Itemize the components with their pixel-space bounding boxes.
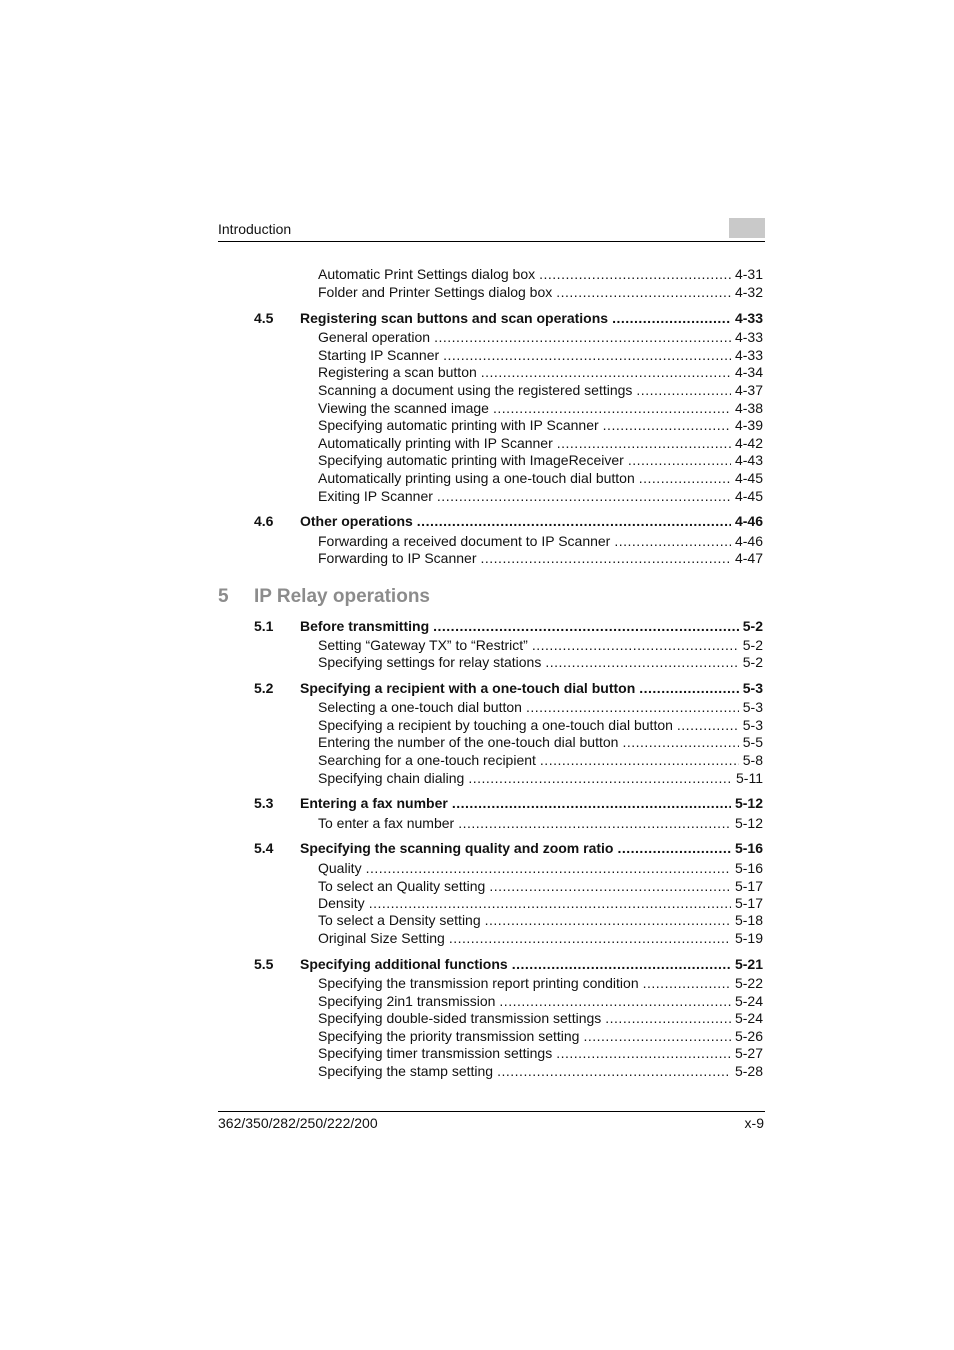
toc-dot-leader [583,1028,731,1045]
toc-dot-leader [369,895,731,912]
toc-entry-title: Selecting a one-touch dial button [318,699,522,715]
toc-entry-title: Specifying the priority transmission setting [318,1028,580,1044]
toc-entry-title: Specifying double-sided transmission settings [318,1010,602,1026]
toc-dot-leader [677,717,739,734]
toc-entry-page: 5-16 [734,840,763,856]
toc-entry-title: Folder and Printer Settings dialog box [318,284,553,300]
toc-entry-page: 4-45 [734,470,763,486]
toc-entry[interactable] [318,435,763,452]
toc-dot-leader [556,1045,731,1062]
toc-entry[interactable] [318,699,763,716]
toc-entry-title: Specifying a recipient with a one-touch dial button [300,680,636,696]
toc-section-number: 5.3 [254,795,274,811]
toc-entry-page: 5-11 [736,770,763,786]
toc-entry-page: 5-17 [734,878,763,894]
toc-section-number: 5.4 [254,840,274,856]
toc-dot-leader [497,1063,731,1080]
toc-dot-leader [526,699,739,716]
toc-entry-title: Specifying the stamp setting [318,1063,494,1079]
toc-entry-page: 4-37 [734,382,763,398]
toc-entry-title: Forwarding a received document to IP Scanner [318,533,611,549]
toc-entry-page: 5-28 [734,1063,763,1079]
header-rule [218,241,765,242]
toc-entry-title: Before transmitting [300,618,430,634]
toc-entry-page: 4-31 [734,266,763,282]
toc-dot-leader [639,470,731,487]
toc-dot-leader [556,284,731,301]
toc-entry-title: Viewing the scanned image [318,400,489,416]
toc-entry[interactable] [318,993,763,1010]
toc-entry-title: Specifying additional functions [300,956,508,972]
toc-entry-title: Quality [318,860,362,876]
toc-entry[interactable] [318,488,763,505]
toc-entry-page: 4-45 [734,488,763,504]
toc-entry[interactable] [318,637,763,654]
toc-section-entry[interactable] [300,618,763,635]
toc-entry[interactable] [318,1063,763,1080]
toc-entry[interactable] [318,1010,763,1027]
toc-entry-title: Entering the number of the one-touch dial button [318,734,619,750]
toc-dot-leader [434,329,731,346]
toc-entry[interactable] [318,382,763,399]
toc-entry[interactable] [318,1045,763,1062]
toc-entry-page: 5-22 [734,975,763,991]
toc-section-entry[interactable] [300,840,763,857]
toc-entry-page: 4-42 [734,435,763,451]
toc-entry-title: Specifying a recipient by touching a one-touch dial button [318,717,673,733]
toc-entry-page: 4-32 [734,284,763,300]
toc-entry-title: Specifying 2in1 transmission [318,993,496,1009]
toc-entry-title: Other operations [300,513,413,529]
toc-entry[interactable] [318,734,763,751]
toc-entry-title: Specifying chain dialing [318,770,465,786]
toc-entry-title: General operation [318,329,431,345]
toc-entry-title: To select a Density setting [318,912,481,928]
toc-dot-leader [532,637,739,654]
toc-entry[interactable] [318,470,763,487]
toc-entry[interactable] [318,815,763,832]
toc-dot-leader [468,770,732,787]
toc-entry[interactable] [318,770,763,787]
footer-models: 362/350/282/250/222/200 [218,1115,378,1131]
chapter-title: IP Relay operations [254,586,430,607]
toc-dot-leader [545,654,738,671]
toc-entry-page: 4-39 [734,417,763,433]
toc-dot-leader [489,878,731,895]
toc-entry-page: 5-3 [742,680,763,696]
toc-dot-leader [605,1010,731,1027]
toc-entry-page: 5-19 [734,930,763,946]
toc-entry-title: Exiting IP Scanner [318,488,433,504]
toc-entry-title: To select an Quality setting [318,878,486,894]
toc-entry-page: 4-33 [734,310,763,326]
footer-rule [218,1111,765,1112]
toc-entry[interactable] [318,975,763,992]
toc-dot-leader [636,382,731,399]
toc-entry-page: 5-5 [742,734,763,750]
toc-entry[interactable] [318,364,763,381]
toc-entry-title: Specifying the scanning quality and zoom ratio [300,840,614,856]
header-tab-marker [729,218,765,238]
toc-dot-leader [417,513,731,530]
toc-entry-page: 5-3 [742,699,763,715]
toc-dot-leader [540,752,739,769]
toc-dot-leader [557,435,731,452]
chapter-number: 5 [218,586,229,607]
toc-entry-title: Setting “Gateway TX” to “Restrict” [318,637,528,653]
toc-entry-title: Specifying automatic printing with IP Scanner [318,417,599,433]
toc-entry[interactable] [318,329,763,346]
toc-entry[interactable] [318,930,763,947]
toc-section-entry[interactable] [300,680,763,697]
toc-section-entry[interactable] [300,513,763,530]
toc-section-entry[interactable] [300,310,763,327]
toc-entry[interactable] [318,912,763,929]
toc-entry-title: Specifying timer transmission settings [318,1045,553,1061]
toc-entry-title: Registering scan buttons and scan operations [300,310,609,326]
toc-entry[interactable] [318,878,763,895]
toc-entry[interactable] [318,417,763,434]
toc-entry[interactable] [318,284,763,301]
toc-entry-title: Specifying the transmission report printing condition [318,975,639,991]
toc-entry-title: Density [318,895,365,911]
toc-section-entry[interactable] [300,795,763,812]
toc-entry-page: 4-38 [734,400,763,416]
toc-dot-leader [614,533,731,550]
toc-entry-page: 5-2 [742,654,763,670]
toc-dot-leader [617,840,730,857]
toc-entry[interactable] [318,533,763,550]
toc-dot-leader [639,680,739,697]
running-header-title: Introduction [218,221,292,237]
toc-entry-page: 5-24 [734,993,763,1009]
toc-dot-leader [437,488,731,505]
toc-dot-leader [449,930,731,947]
toc-section-number: 4.5 [254,310,274,326]
toc-entry-page: 5-18 [734,912,763,928]
toc-entry-title: Registering a scan button [318,364,477,380]
toc-entry[interactable] [318,400,763,417]
toc-entry-page: 5-3 [742,717,763,733]
toc-entry-page: 4-43 [734,452,763,468]
toc-entry-page: 5-8 [742,752,763,768]
toc-entry-title: Forwarding to IP Scanner [318,550,477,566]
toc-dot-leader [539,266,731,283]
toc-entry[interactable] [318,752,763,769]
toc-dot-leader [433,618,739,635]
toc-dot-leader [612,310,731,327]
toc-entry-title: Automatically printing with IP Scanner [318,435,553,451]
toc-section-entry[interactable] [300,956,763,973]
toc-entry-page: 5-26 [734,1028,763,1044]
toc-section-number: 5.2 [254,680,274,696]
toc-entry-title: Specifying automatic printing with ImageReceiver [318,452,624,468]
toc-entry-title: Specifying settings for relay stations [318,654,542,670]
toc-dot-leader [452,795,731,812]
toc-dot-leader [493,400,731,417]
toc-dot-leader [485,912,731,929]
toc-entry[interactable] [318,550,763,567]
toc-entry-title: Automatically printing using a one-touch dial button [318,470,635,486]
toc-entry[interactable] [318,347,763,364]
toc-entry-page: 5-12 [734,815,763,831]
toc-entry-page: 5-12 [734,795,763,811]
toc-entry-page: 4-46 [734,533,763,549]
toc-section-number: 5.1 [254,618,274,634]
toc-dot-leader [366,860,731,877]
toc-entry-page: 5-2 [742,637,763,653]
toc-entry-title: Automatic Print Settings dialog box [318,266,536,282]
toc-entry[interactable] [318,717,763,734]
toc-entry-page: 5-27 [734,1045,763,1061]
toc-entry-title: Scanning a document using the registered settings [318,382,633,398]
toc-section-number: 5.5 [254,956,274,972]
toc-entry-page: 5-17 [734,895,763,911]
toc-entry-page: 5-2 [742,618,763,634]
toc-entry-page: 4-34 [734,364,763,380]
toc-entry-title: Searching for a one-touch recipient [318,752,536,768]
toc-entry-title: Entering a fax number [300,795,448,811]
toc-entry-page: 4-33 [734,329,763,345]
toc-dot-leader [628,452,731,469]
toc-entry[interactable] [318,266,763,283]
toc-dot-leader [458,815,731,832]
toc-section-number: 4.6 [254,513,274,529]
toc-entry-title: Original Size Setting [318,930,445,946]
toc-entry-page: 5-21 [734,956,763,972]
toc-dot-leader [481,550,731,567]
footer-page-number: x-9 [744,1115,764,1131]
toc-entry-page: 4-33 [734,347,763,363]
toc-dot-leader [499,993,731,1010]
toc-dot-leader [512,956,731,973]
toc-dot-leader [481,364,731,381]
toc-entry-title: Starting IP Scanner [318,347,440,363]
toc-entry[interactable] [318,1028,763,1045]
toc-entry-page: 4-46 [734,513,763,529]
toc-entry-page: 5-24 [734,1010,763,1026]
toc-entry[interactable] [318,895,763,912]
toc-entry[interactable] [318,860,763,877]
toc-entry[interactable] [318,654,763,671]
toc-entry-title: To enter a fax number [318,815,455,831]
toc-dot-leader [443,347,731,364]
toc-entry[interactable] [318,452,763,469]
toc-dot-leader [622,734,738,751]
toc-entry-page: 5-16 [734,860,763,876]
toc-dot-leader [643,975,731,992]
toc-entry-page: 4-47 [734,550,763,566]
toc-dot-leader [603,417,731,434]
